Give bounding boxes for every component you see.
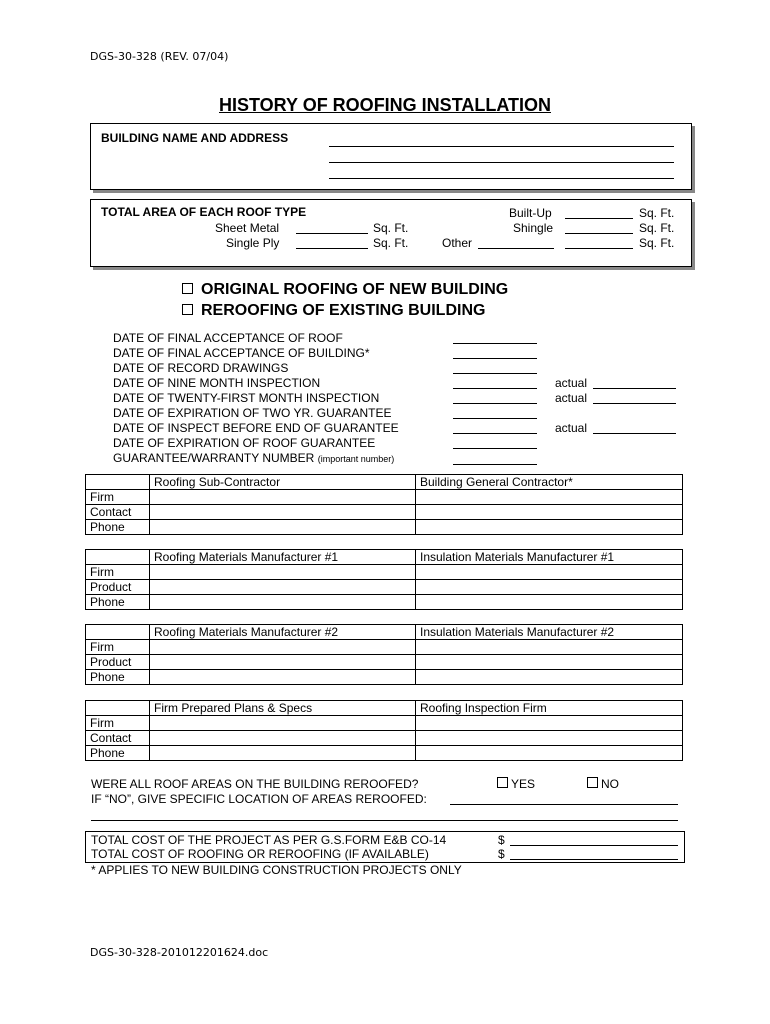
- if-no-label: IF “NO”, GIVE SPECIFIC LOCATION OF AREAS REROOFED:: [91, 792, 427, 806]
- manufacturers-2-table: [85, 624, 683, 685]
- actual-input[interactable]: [593, 403, 676, 404]
- shingle-input[interactable]: [565, 233, 633, 234]
- date-input[interactable]: [453, 418, 537, 419]
- table-cell[interactable]: [150, 731, 416, 746]
- table-cell[interactable]: [416, 746, 683, 761]
- table-cell[interactable]: [150, 520, 416, 535]
- table-cell[interactable]: [416, 595, 683, 610]
- no-option[interactable]: NO: [587, 777, 619, 791]
- col-header: Roofing Sub-Contractor: [150, 475, 416, 490]
- date-final-roof: DATE OF FINAL ACCEPTANCE OF ROOF: [113, 331, 343, 345]
- form-id: DGS-30-328 (REV. 07/04): [90, 50, 229, 63]
- row-label: Firm: [86, 716, 150, 731]
- sheet-metal-label: Sheet Metal: [215, 221, 280, 235]
- table-cell[interactable]: [416, 640, 683, 655]
- table-cell[interactable]: [416, 580, 683, 595]
- original-checkbox[interactable]: [182, 283, 193, 294]
- table-cell[interactable]: [150, 746, 416, 761]
- col-header: Roofing Materials Manufacturer #1: [150, 550, 416, 565]
- date-record-drawings: DATE OF RECORD DRAWINGS: [113, 361, 289, 375]
- row-label: Firm: [86, 565, 150, 580]
- currency-symbol: $: [498, 833, 505, 847]
- roof-area-heading: TOTAL AREA OF EACH ROOF TYPE: [101, 205, 307, 219]
- file-name: DGS-30-328-201012201624.doc: [90, 946, 269, 959]
- row-label: Product: [86, 580, 150, 595]
- date-twenty-first-month: DATE OF TWENTY-FIRST MONTH INSPECTION: [113, 391, 380, 405]
- date-inspect-before-end: DATE OF INSPECT BEFORE END OF GUARANTEE: [113, 421, 399, 435]
- table-cell[interactable]: [150, 565, 416, 580]
- table-cell[interactable]: [416, 655, 683, 670]
- row-label: Phone: [86, 595, 150, 610]
- building-line-3[interactable]: [329, 178, 674, 179]
- manufacturers-1-table: [85, 549, 683, 610]
- row-label: Product: [86, 655, 150, 670]
- table-cell[interactable]: [150, 580, 416, 595]
- warranty-number-label: GUARANTEE/WARRANTY NUMBER (important number): [113, 451, 395, 465]
- date-input[interactable]: [453, 373, 537, 374]
- original-label: ORIGINAL ROOFING OF NEW BUILDING: [201, 281, 509, 298]
- date-input[interactable]: [453, 433, 537, 434]
- date-nine-month: DATE OF NINE MONTH INSPECTION: [113, 376, 321, 390]
- plans-inspection-table: [85, 700, 683, 761]
- other-unit: Sq. Ft.: [639, 236, 675, 250]
- sheet-metal-input[interactable]: [296, 233, 368, 234]
- original-roofing-option[interactable]: [182, 281, 508, 299]
- date-input[interactable]: [453, 343, 537, 344]
- table-cell[interactable]: [150, 640, 416, 655]
- row-label: Contact: [86, 505, 150, 520]
- contractors-table: [85, 474, 683, 535]
- shingle-unit: Sq. Ft.: [639, 221, 675, 235]
- row-label: Contact: [86, 731, 150, 746]
- project-cost-input[interactable]: [510, 845, 678, 846]
- other-input[interactable]: [478, 248, 554, 249]
- other-area-input[interactable]: [565, 248, 633, 249]
- footnote: * APPLIES TO NEW BUILDING CONSTRUCTION PROJECTS ONLY: [91, 863, 462, 877]
- date-input[interactable]: [453, 448, 537, 449]
- row-label: Phone: [86, 746, 150, 761]
- warranty-number-input[interactable]: [453, 464, 537, 465]
- date-input[interactable]: [453, 388, 537, 389]
- building-line-1[interactable]: [329, 146, 674, 147]
- table-cell[interactable]: [416, 670, 683, 685]
- table-cell[interactable]: [416, 731, 683, 746]
- table-cell[interactable]: [416, 716, 683, 731]
- actual-label: actual: [555, 376, 588, 390]
- single-ply-input[interactable]: [296, 248, 368, 249]
- date-input[interactable]: [453, 358, 537, 359]
- reroofing-label: REROOFING OF EXISTING BUILDING: [201, 302, 486, 319]
- reroof-location-input[interactable]: [450, 804, 678, 805]
- page-title: HISTORY OF ROOFING INSTALLATION: [219, 95, 551, 115]
- date-roof-guarantee: DATE OF EXPIRATION OF ROOF GUARANTEE: [113, 436, 376, 450]
- shingle-label: Shingle: [513, 221, 554, 235]
- table-cell[interactable]: [416, 505, 683, 520]
- built-up-input[interactable]: [565, 218, 633, 219]
- other-label: Other: [442, 236, 473, 250]
- sheet-metal-unit: Sq. Ft.: [373, 221, 409, 235]
- col-header: Insulation Materials Manufacturer #1: [416, 550, 683, 565]
- actual-input[interactable]: [593, 433, 676, 434]
- actual-input[interactable]: [593, 388, 676, 389]
- table-cell[interactable]: [150, 595, 416, 610]
- roofing-cost-label: TOTAL COST OF ROOFING OR REROOFING (IF AVAILABLE): [91, 847, 429, 861]
- row-label: Phone: [86, 520, 150, 535]
- built-up-label: Built-Up: [509, 206, 552, 220]
- table-cell[interactable]: [416, 520, 683, 535]
- row-label: Phone: [86, 670, 150, 685]
- yes-checkbox[interactable]: [497, 777, 508, 788]
- roofing-cost-input[interactable]: [510, 859, 678, 860]
- col-header: Roofing Materials Manufacturer #2: [150, 625, 416, 640]
- actual-label: actual: [555, 421, 588, 435]
- col-header: Roofing Inspection Firm: [416, 701, 683, 716]
- table-cell[interactable]: [416, 565, 683, 580]
- single-ply-unit: Sq. Ft.: [373, 236, 409, 250]
- date-input[interactable]: [453, 403, 537, 404]
- row-label: Firm: [86, 490, 150, 505]
- table-cell[interactable]: [150, 505, 416, 520]
- col-header: Insulation Materials Manufacturer #2: [416, 625, 683, 640]
- col-header: Firm Prepared Plans & Specs: [150, 701, 416, 716]
- reroofing-option[interactable]: [182, 302, 485, 320]
- reroofing-checkbox[interactable]: [182, 304, 193, 315]
- table-cell[interactable]: [150, 670, 416, 685]
- project-cost-label: TOTAL COST OF THE PROJECT AS PER G.S.FORM E&B CO-14: [91, 833, 447, 847]
- col-header: Building General Contractor*: [416, 475, 683, 490]
- reroof-location-line-2[interactable]: [91, 820, 678, 821]
- reroof-question: WERE ALL ROOF AREAS ON THE BUILDING REROOFED?: [91, 777, 419, 791]
- table-cell[interactable]: [416, 490, 683, 505]
- building-label: BUILDING NAME AND ADDRESS: [101, 131, 289, 145]
- actual-label: actual: [555, 391, 588, 405]
- table-cell[interactable]: [150, 655, 416, 670]
- date-two-yr-guarantee: DATE OF EXPIRATION OF TWO YR. GUARANTEE: [113, 406, 392, 420]
- no-checkbox[interactable]: [587, 777, 598, 788]
- date-final-building: DATE OF FINAL ACCEPTANCE OF BUILDING*: [113, 346, 370, 360]
- single-ply-label: Single Ply: [226, 236, 280, 250]
- yes-option[interactable]: YES: [497, 777, 535, 791]
- row-label: Firm: [86, 640, 150, 655]
- currency-symbol: $: [498, 847, 505, 861]
- table-cell[interactable]: [150, 490, 416, 505]
- table-cell[interactable]: [150, 716, 416, 731]
- built-up-unit: Sq. Ft.: [639, 206, 675, 220]
- building-line-2[interactable]: [329, 162, 674, 163]
